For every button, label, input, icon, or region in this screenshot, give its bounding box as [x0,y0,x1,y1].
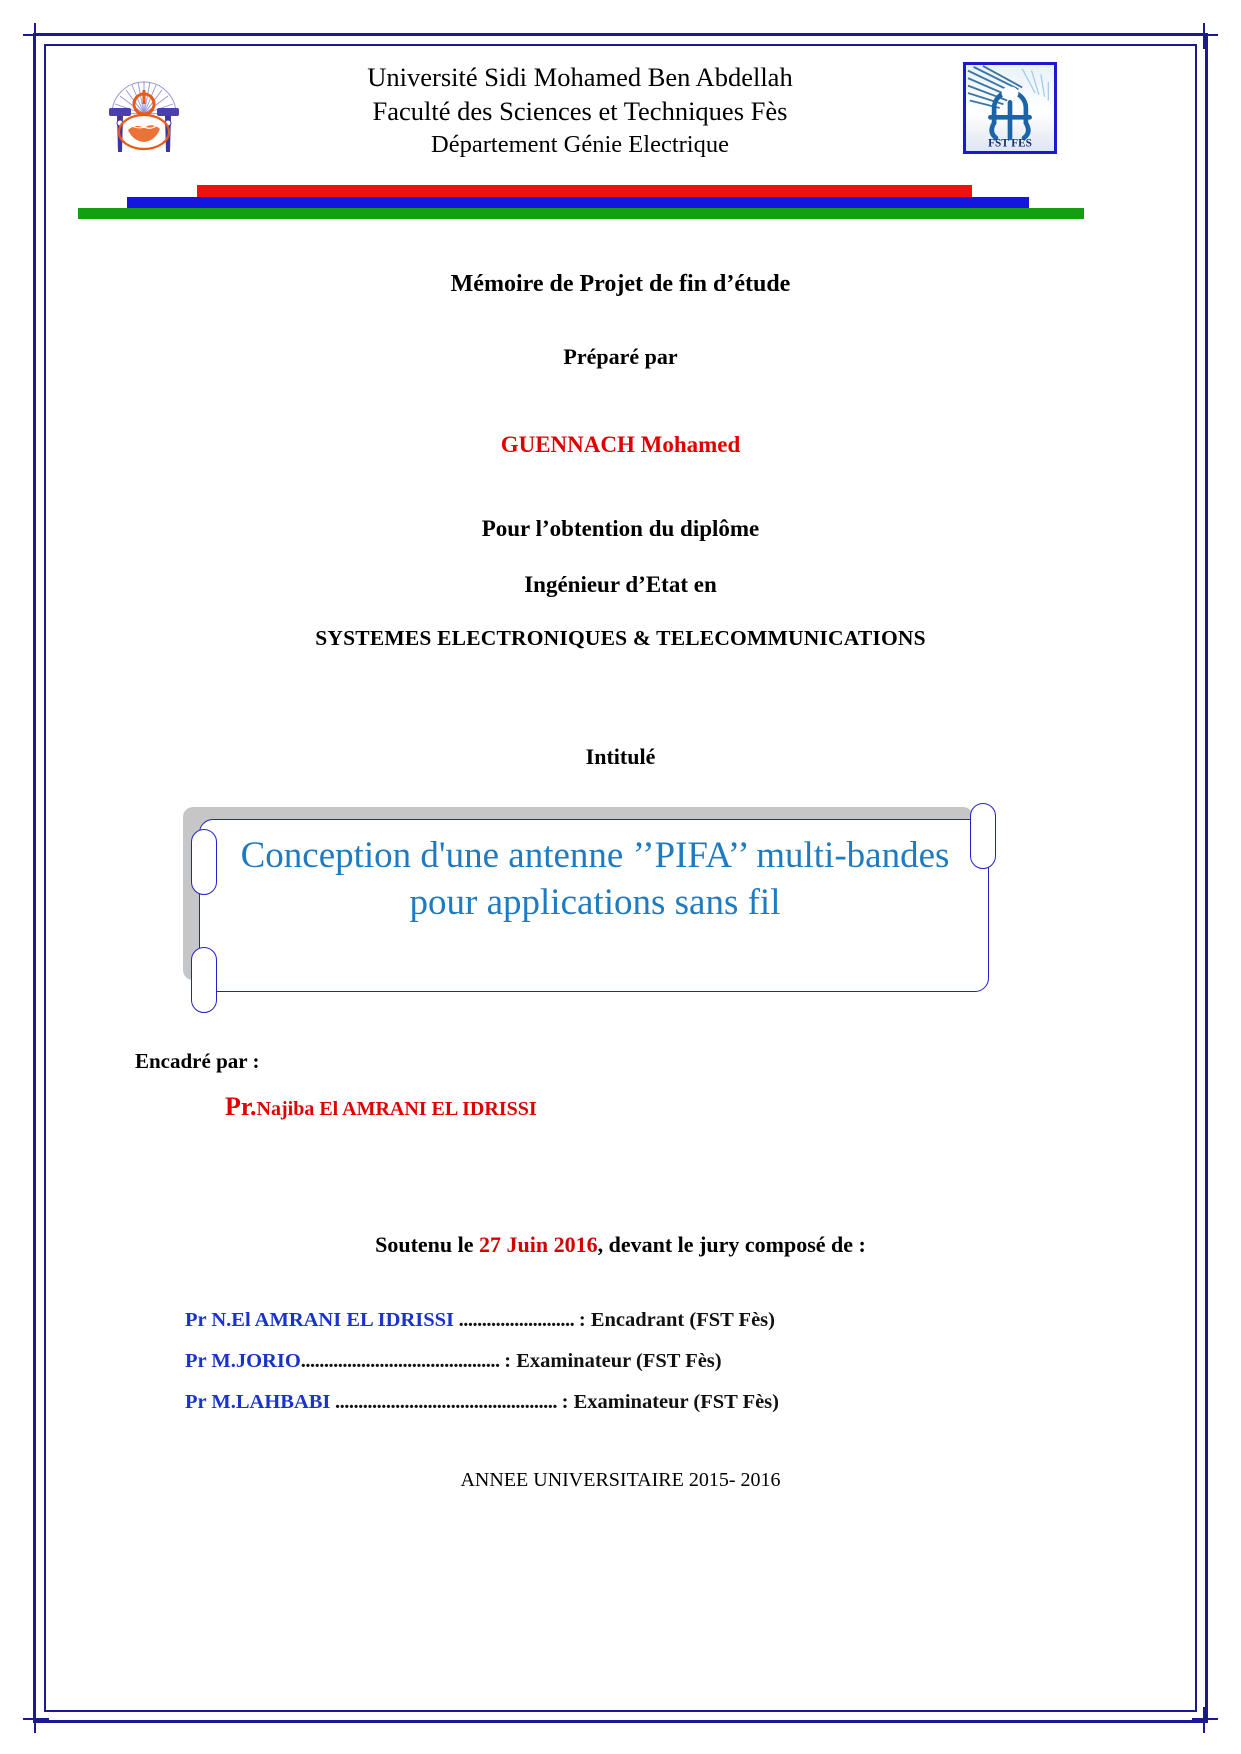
tricolor-bars [50,185,1191,225]
scroll-curl-left-bottom [191,947,217,1013]
defense-prefix: Soutenu le [375,1232,480,1257]
program-name: SYSTEMES ELECTRONIQUES & TELECOMMUNICATIONS [315,626,926,650]
jury-leader-dots: ......................... [454,1309,579,1331]
scroll-curl-right-top [970,803,996,869]
jury-leader-dots: ................................................ [330,1391,562,1413]
jury-member-row [185,1300,1065,1341]
jury-list [185,1300,1065,1423]
institution-titles [210,61,950,160]
jury-member-row [185,1341,1065,1382]
jury-member-role: : Examinateur (FST Fès) [504,1350,722,1372]
degree-title: Ingénieur d’Etat en [524,572,717,597]
jury-member-row [185,1382,1065,1423]
supervisor-prefix: Pr. [225,1092,257,1121]
university-name: Université Sidi Mohamed Ben Abdellah [367,62,793,92]
corner-ornament-top-right [1192,23,1218,49]
jury-leader-dots: ........................................... [300,1350,505,1372]
jury-member-name: Pr M.LAHBABI [185,1391,331,1413]
prepared-by-label: Préparé par [563,344,678,369]
page-header [50,47,1191,177]
project-title: Conception d'une antenne ’’PIFA’’ multi-bandes pour applications sans fil [240,835,950,923]
supervisor-name-row [225,1092,1191,1122]
university-logo-icon [92,60,196,164]
project-title-scroll [50,797,1191,1002]
student-name: GUENNACH Mohamed [500,432,741,457]
defense-suffix: , devant le jury composé de : [597,1232,866,1257]
document-type: Mémoire de Projet de fin d’étude [450,271,791,297]
fst-fes-logo-icon [963,62,1057,154]
fst-logo-caption: FST FES [988,137,1032,150]
supervisor-name: Najiba El AMRANI EL IDRISSI [256,1098,537,1120]
corner-ornament-top-left [23,23,49,49]
jury-member-role: : Encadrant (FST Fès) [578,1309,775,1331]
defense-date: 27 Juin 2016 [479,1232,598,1257]
academic-year-footer: ANNEE UNIVERSITAIRE 2015- 2016 [460,1469,781,1491]
jury-member-name: Pr N.El AMRANI EL IDRISSI [185,1309,455,1331]
cover-page-content [50,47,1191,1707]
corner-ornament-bottom-right [1192,1707,1218,1733]
title-label: Intitulé [585,744,656,769]
scroll-curl-left-top [191,829,217,895]
degree-purpose: Pour l’obtention du diplôme [481,516,760,541]
department-name: Département Génie Electrique [431,130,729,158]
jury-member-name: Pr M.JORIO [185,1350,301,1372]
supervisor-label: Encadré par : [135,1049,260,1073]
faculty-name: Faculté des Sciences et Techniques Fès [372,95,788,126]
corner-ornament-bottom-left [23,1707,49,1733]
bar-green [78,208,1084,219]
jury-member-role: : Examinateur (FST Fès) [561,1391,779,1413]
defense-line [50,1232,1191,1258]
